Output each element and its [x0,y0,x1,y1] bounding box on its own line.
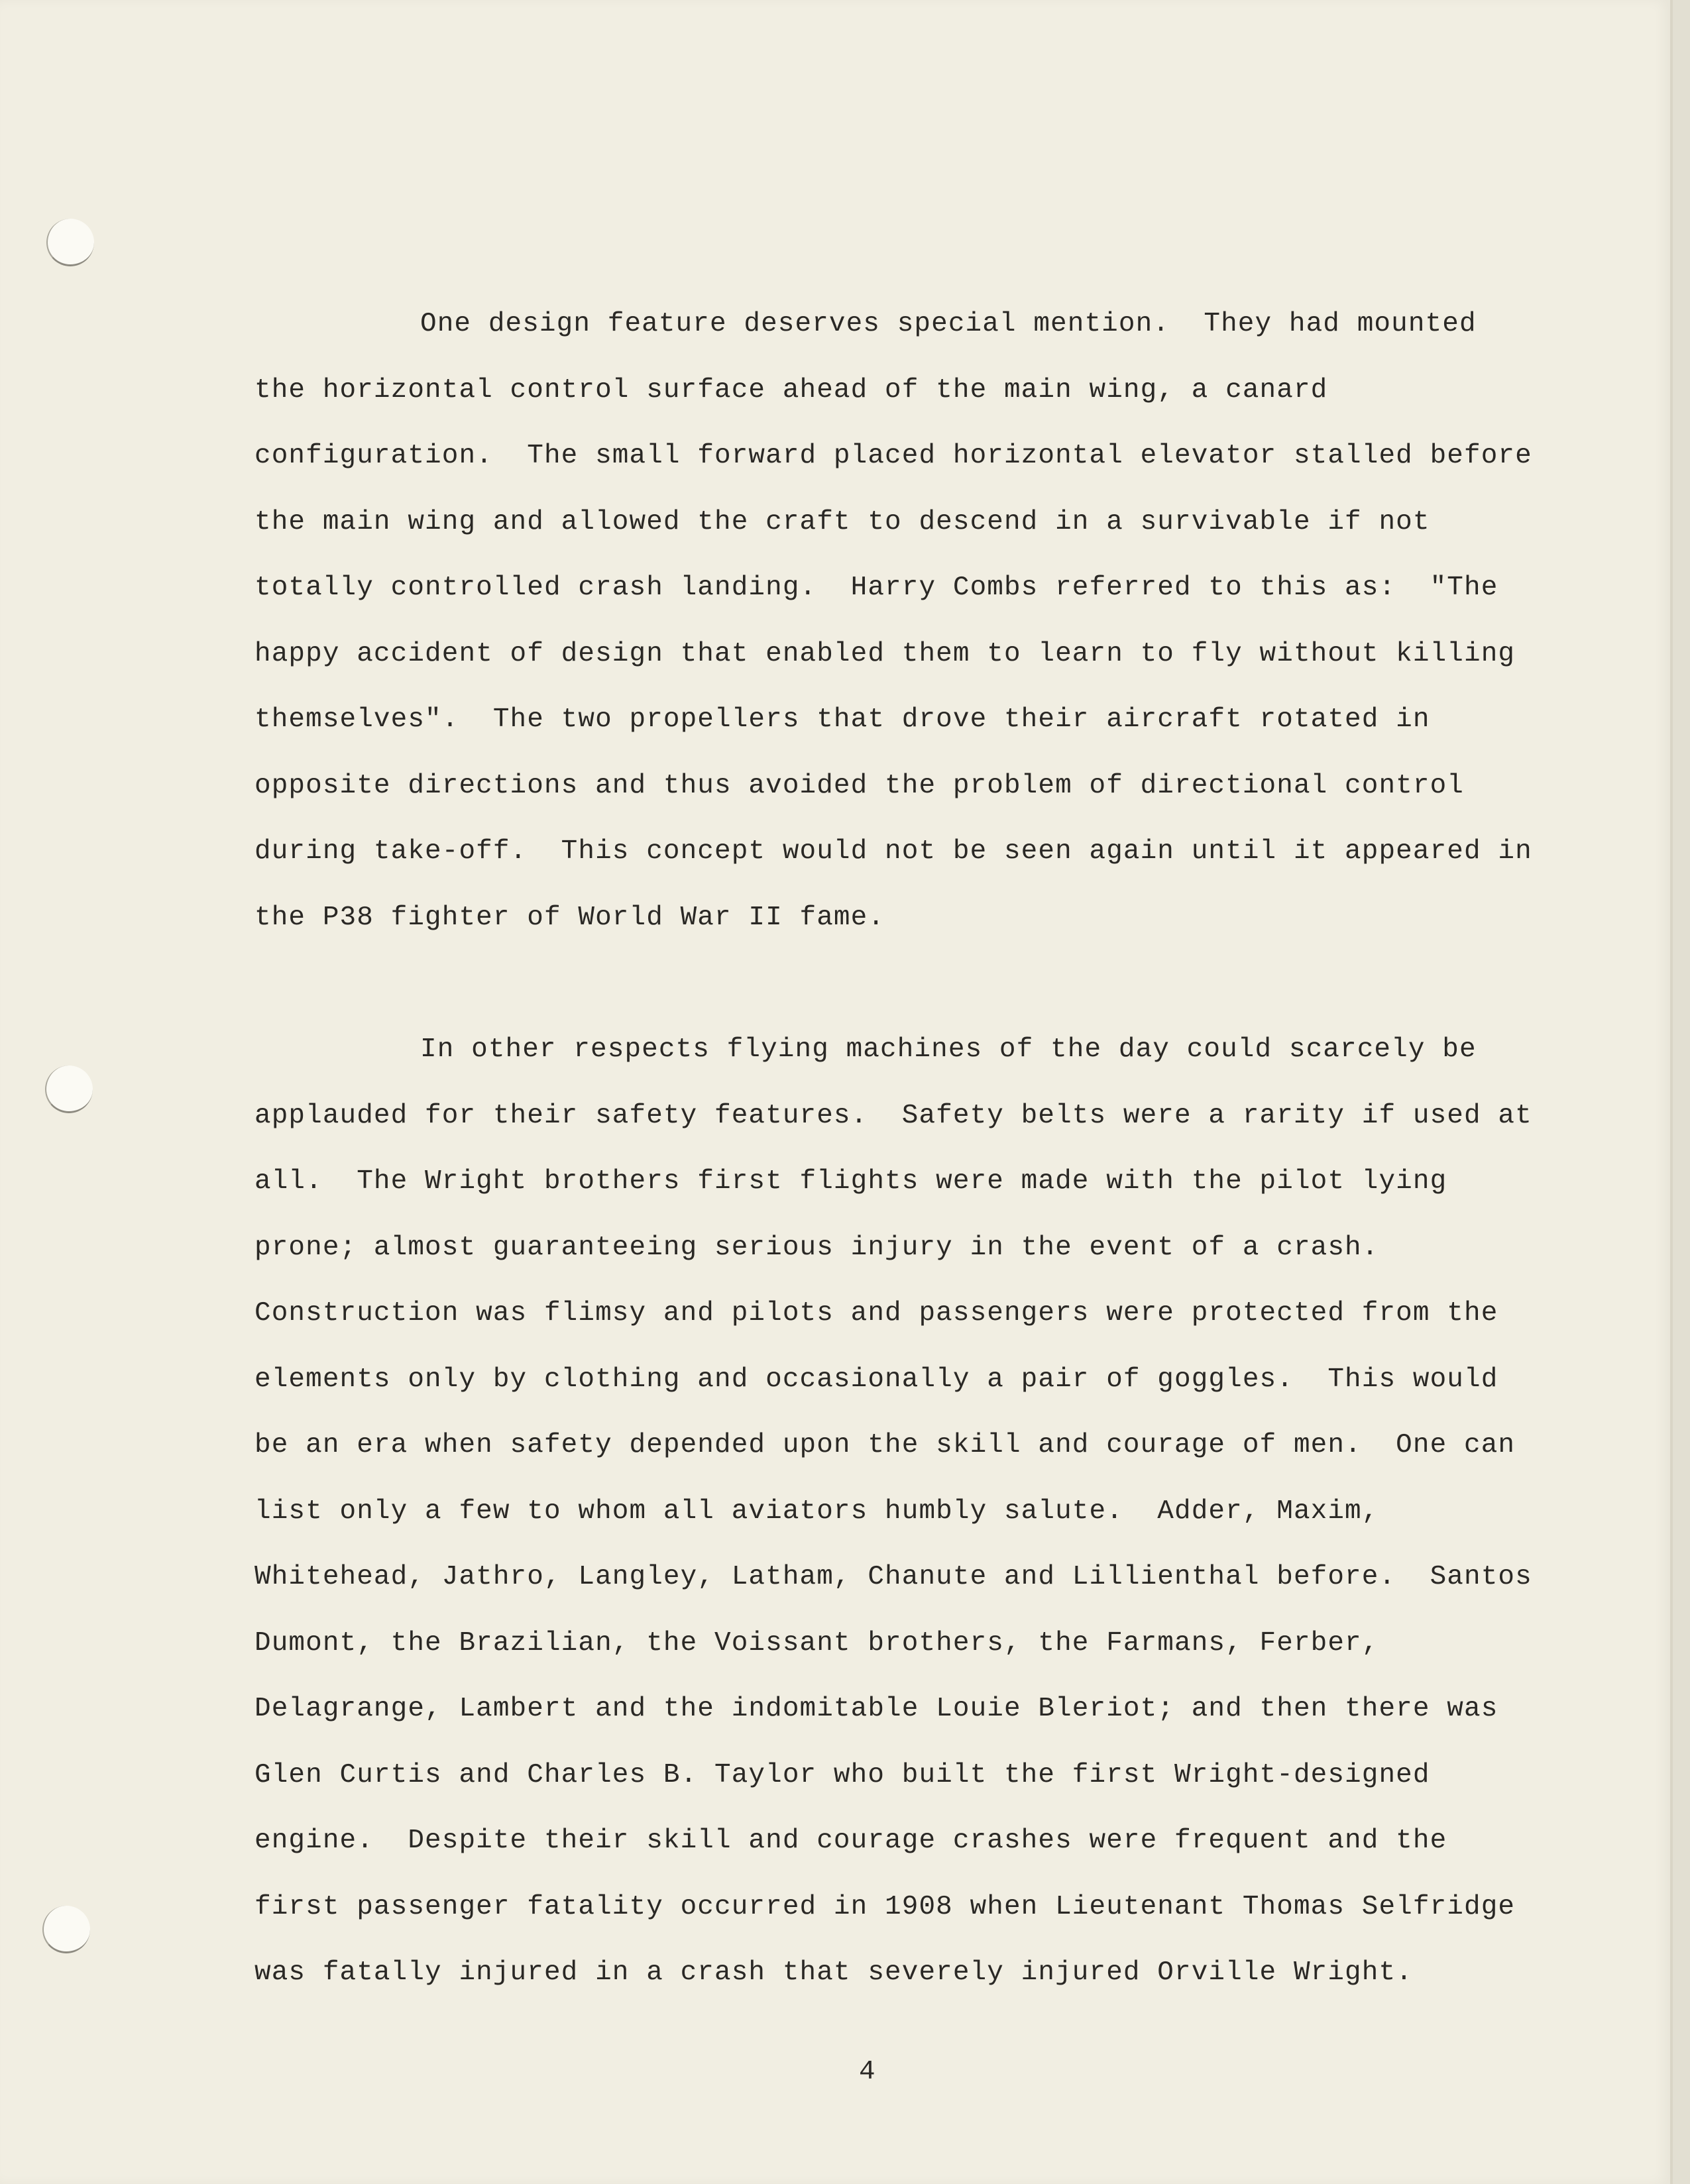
text-line: opposite directions and thus avoided the problem of directional control [254,770,1464,801]
text-line: Delagrange, Lambert and the indomitable Louie Bleriot; and then there was [254,1694,1498,1724]
text-line: happy accident of design that enabled them to learn to fly without killing [254,638,1516,669]
text-line: the horizontal control surface ahead of the main wing, a canard [254,374,1328,406]
paragraph-safety [254,1017,1532,2006]
text-line: Whitehead, Jathro, Langley, Latham, Chanute and Lillienthal before. Santos [254,1562,1532,1592]
body-text [254,292,1532,2006]
text-line: the P38 fighter of World War II fame. [254,902,885,933]
binder-hole-bottom [42,1906,90,1953]
text-line: elements only by clothing and occasionally a pair of goggles. This would [254,1364,1498,1395]
text-line: list only a few to whom all aviators humbly salute. Adder, Maxim, [254,1496,1379,1527]
text-line: engine. Despite their skill and courage crashes were frequent and the [254,1826,1447,1856]
text-line: Dumont, the Brazilian, the Voissant brothers, the Farmans, Ferber, [254,1627,1379,1659]
text-line: first passenger fatality occurred in 1908 when Lieutenant Thomas Selfridge [254,1891,1516,1922]
paragraph-spacer [254,951,1500,1017]
binder-hole-middle [45,1065,93,1113]
page-number: 4 [859,2057,875,2087]
text-line: Construction was flimsy and pilots and passengers were protected from the [254,1298,1498,1329]
text-line: One design feature deserves special mention. They had mounted [420,309,1477,339]
binder-hole-top [46,219,94,266]
text-line: totally controlled crash landing. Harry Combs referred to this as: "The [254,573,1498,603]
text-line: be an era when safety depended upon the skill and courage of men. One can [254,1430,1516,1460]
text-line: the main wing and allowed the craft to descend in a survivable if not [254,506,1430,537]
page-edge-shadow [1673,0,1690,2184]
text-line: during take-off. This concept would not be seen again until it appeared in [254,836,1532,867]
text-line: In other respects flying machines of the day could scarcely be [420,1034,1477,1065]
text-line: applauded for their safety features. Safety belts were a rarity if used at [254,1100,1532,1131]
text-line: was fatally injured in a crash that severely injured Orville Wright. [254,1957,1413,1988]
text-line: themselves". The two propellers that drove their aircraft rotated in [254,704,1430,735]
text-line: all. The Wright brothers first flights were made with the pilot lying [254,1166,1447,1197]
text-line: Glen Curtis and Charles B. Taylor who built the first Wright-designed [254,1759,1430,1790]
paragraph-design-feature [254,292,1532,951]
text-line: configuration. The small forward placed horizontal elevator stalled before [254,441,1532,471]
text-line: prone; almost guaranteeing serious injury in the event of a crash. [254,1232,1379,1263]
